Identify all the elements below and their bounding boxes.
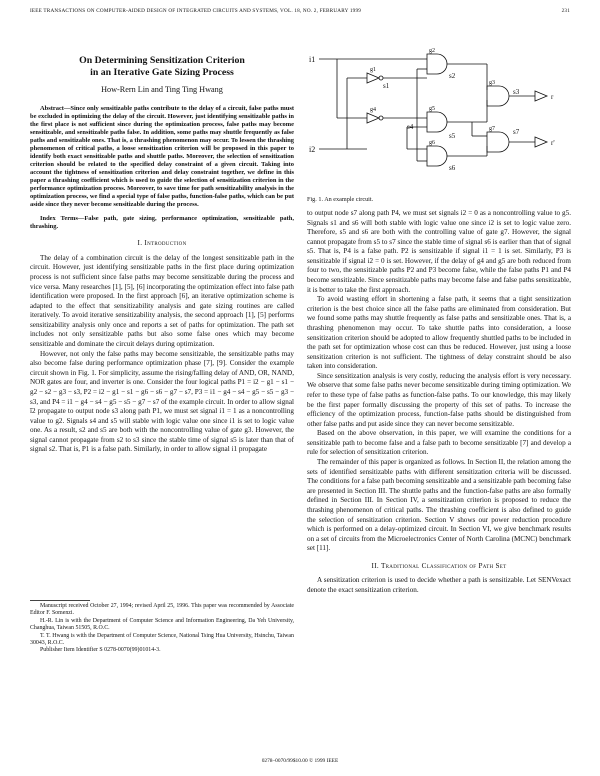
section-2-heading: II. Traditional Classification of Path Set bbox=[371, 561, 507, 570]
body-paragraph: To avoid wasting effort in shortening a false path, it seems that a tight sensitization criterion is the best choice since all the false paths are eliminated from consideration. But we found some paths may shuttle frequently as false paths and sensitizable ones. That is, a thrashing phenomenon may occur. To take shuttle paths into consideration, a loose sensitization criterion should be adopted to allow frequently shuttled paths to be included in the path set for optimization whose cost can thus be reduced. However, just using a loose sensitization criterion is not sufficient. The tightness of delay constraint should be also taken into consideration. bbox=[307, 295, 571, 371]
section-1-heading: I. Introduction bbox=[137, 239, 187, 248]
running-header bbox=[30, 8, 570, 14]
footnote: Manuscript received October 27, 1994; revised April 25, 1996. This paper was recommended by Associate Editor F. Somenzi. bbox=[30, 603, 294, 617]
footnote: T. T. Hwang is with the Department of Computer Science, National Tsing Hua University, Hsinchu, Taiwan 30043, R.O.C. bbox=[30, 632, 294, 647]
gate-g7 bbox=[487, 132, 509, 152]
gate-label: g3 bbox=[489, 80, 495, 86]
left-column bbox=[30, 55, 294, 455]
gate-g1 bbox=[367, 73, 379, 83]
gate-label: g7 bbox=[489, 126, 495, 132]
footnotes bbox=[30, 603, 294, 655]
signal-label-s2: s2 bbox=[449, 72, 456, 80]
signal-label-s6: s6 bbox=[449, 164, 456, 172]
journal-header: IEEE TRANSACTIONS ON COMPUTER-AIDED DESIGN OF INTEGRATED CIRCUITS AND SYSTEMS, VOL. 18, NO. 2, FEBRUARY 1999 bbox=[30, 8, 362, 14]
authors: How-Rern Lin and Ting Ting Hwang bbox=[101, 85, 223, 94]
footnote: Publisher Item Identifier S 0278-0070(99)01014-3. bbox=[40, 647, 161, 654]
output-buffer bbox=[535, 91, 547, 101]
abstract: Abstract—Since only sensitizable paths contribute to the delay of a circuit, false paths must be excluded in optimizing the delay of the circuit. However, just identifying sensitizable paths in the first place is not sufficient since during the optimization process, false paths may become sensitizable, and sensitizable paths false. In addition, some paths may shuttle frequently as false paths and sensitizable ones. That is, a thrashing phenomenon may occur. To lessen the thrashing phenomenon of critical paths, a loose sensitization criterion will be proposed in this paper to identify both exact sensitizable paths and shuttle paths. Moreover, the selection of sensitization criterion should be related to the specified delay constraint of a given circuit. Taking into account the tightness of sensitization criterion and delay constraint together, we define in this paper a thrashing coefficient which is used to guide the selection of sensitization criterion in the performance optimization process. Moreover, to save time for path sensitizability analysis in the optimization process, we find a special type of false paths, function-false paths, which can be put aside since they never become sensitizable during the process. bbox=[30, 104, 294, 209]
input-label-i1: i1 bbox=[309, 55, 316, 64]
gate-label: g6 bbox=[429, 140, 435, 146]
gate-g3 bbox=[487, 86, 509, 106]
output-buffer bbox=[535, 137, 547, 147]
gate-g6 bbox=[427, 146, 447, 166]
right-column bbox=[307, 209, 571, 596]
title-line-1: On Determining Sensitization Criterion bbox=[79, 55, 245, 66]
signal-label-s4: s4 bbox=[407, 123, 414, 131]
page-number: 231 bbox=[561, 8, 570, 14]
output-label-r-prime: r' bbox=[551, 139, 555, 147]
gate-label: g5 bbox=[429, 106, 435, 112]
circuit-figure bbox=[307, 48, 571, 194]
gate-label: g4 bbox=[370, 107, 376, 113]
index-terms: Index Terms—False path, gate sizing, performance optimization, sensitizable path, thrashing. bbox=[30, 215, 294, 231]
body-paragraph: A sensitization criterion is used to decide whether a path is sensitizable. Let SENVexact denote the exact sensitization criterion. bbox=[307, 576, 571, 594]
gate-label: g1 bbox=[370, 67, 376, 73]
gate-g4 bbox=[367, 113, 379, 123]
footnote-rule bbox=[30, 600, 90, 601]
signal-label-s1: s1 bbox=[383, 82, 390, 90]
body-paragraph: to output node s7 along path P4, we must set signals i2 = 0 as a noncontrolling value to g5. Signals s1 and s6 will both stable with logic value one since i2 is set to logic value zero. Therefore, s5 and s6 are both with the controlling value of gate g7. However, the signal cannot propagate from s5 to s7 since the stable time of signal s6 is earlier than that of signal s5. That is, P4 is a false path. P2 is sensitizable if signal i1 = 1 is set. Similarly, P3 is sensitizable if signal i2 = 0 is set. However, if the delay of g4 and g5 are both reduced from four to two, the sensitizable paths P2 and P3 become false, while the false paths P1 and P4 become sensitizable. Since sensitizable paths may become false and false paths sensitizable, it is better to take the first approach. bbox=[307, 209, 571, 294]
body-paragraph: Based on the above observation, in this paper, we will examine the conditions for a sensitizable path to become false and a false path to become sensitizable [7] and develop a rule for selection of sensitization criterion. bbox=[307, 429, 571, 457]
gate-label: g2 bbox=[429, 48, 435, 54]
gate-g5 bbox=[427, 112, 447, 132]
output-label-r: r bbox=[551, 93, 554, 101]
signal-label-s7: s7 bbox=[513, 128, 520, 136]
paper-title bbox=[30, 55, 294, 79]
body-paragraph: Since sensitization analysis is very costly, reducing the analysis effort is very necessary. We observe that some false paths never become sensitizable during timing optimization. We refer to these type of false paths as function-false paths. To our knowledge, this may likely be the first paper formally discussing the property of this set of paths. To increase the efficiency of the optimization process, function-false paths should be distinguished from other false paths and put aside since they can never become sensitizable. bbox=[307, 371, 571, 428]
intro-paragraph: The delay of a combination circuit is the delay of the longest sensitizable path in the circuit. However, just identifying sensitizable paths in the first place during optimization process is not sufficient since false paths may become sensitizable during the process and vice versa. Many researches [1], [5], [6] incorporating the optimization effect into false path identification were proposed. In the first approach [6], an iterative optimization scheme is adapted to the effect that sensitizability analysis and gate sizing routines are called iteratively. To avoid iterative sensitizability analysis, the second approach [1], [5] performs sensitizability analysis only once and reports a set of paths for optimization. The path set includes not only sensitizable paths but also some false ones which may become sensitizable and dominate the circuit delays during optimization. bbox=[30, 253, 294, 349]
intro-paragraph: However, not only the false paths may become sensitizable, the sensitizable paths may also become false during performance optimization phase [7], [9]. Consider the example circuit shown in Fig. 1. For simplicity, assume the rising/falling delay of AND, OR, NAND, NOR gates are four, and inverter is one. Consider the four logical paths P1 = i2 − g1 − s1 − g2 − s2 − g3 − s3, P2 = i2 − g1 − s1 − g6 − s6 − g7 − s7, P3 = i1 − g4 − s4 − g5 − s5 − g3 − s3, and P4 = i1 − g4 − s4 − g5 − s5 − g7 − s7 of the example circuit. In order to allow signal ī2 propagate to output node s3 along path P1, we must set signal i1 = 1 as a noncontrolling value to g2. Signals s4 and s5 will stable with logic value one since i1 is set to logic value one. As a result, s2 and s5 are both with the noncontrolling value of gate g3. However, the signal cannot propagate from s2 to s3 since the stable time of signal s5 is later than that of signal s2. That is, P1 is a false path. Similarly, in order to allow signal i1 propagate bbox=[30, 349, 294, 454]
body-paragraph: The remainder of this paper is organized as follows. In Section II, the relation among the sets of identified sensitizable paths with different sensitization criteria will be discussed. The conditions for a false path becoming sensitizable and a sensitizable path becoming false are presented in Section III. The shuttle paths and the function-false paths are also formally defined in Section III. In Section IV, a sensitization criterion is proposed to reduce the thrashing phenomenon of critical paths. The thrashing coefficient is also defined to guide the selection of sensitization criterion. Section V shows our power reduction procedure which is performed on a delay-optimized circuit. In Section VI, we give benchmark results on a set of circuits from the Microelectronics Center of North Carolina (MCNC) benchmark set [11]. bbox=[307, 458, 571, 553]
copyright-footer: 0278–0070/99$10.00 © 1999 IEEE bbox=[261, 758, 339, 764]
input-label-i2: i2 bbox=[309, 145, 316, 154]
signal-label-s3: s3 bbox=[513, 88, 520, 96]
signal-label-s5: s5 bbox=[449, 132, 456, 140]
gate-g2 bbox=[427, 54, 447, 74]
footnote: H.-R. Lin is with the Department of Computer Science and Information Engineering, Da Yeh University, Changhua, Taiwan 51505, R.O.C. bbox=[30, 617, 294, 632]
figure-caption: Fig. 1. An example circuit. bbox=[307, 196, 374, 203]
title-line-2: in an Iterative Gate Sizing Process bbox=[90, 67, 234, 78]
